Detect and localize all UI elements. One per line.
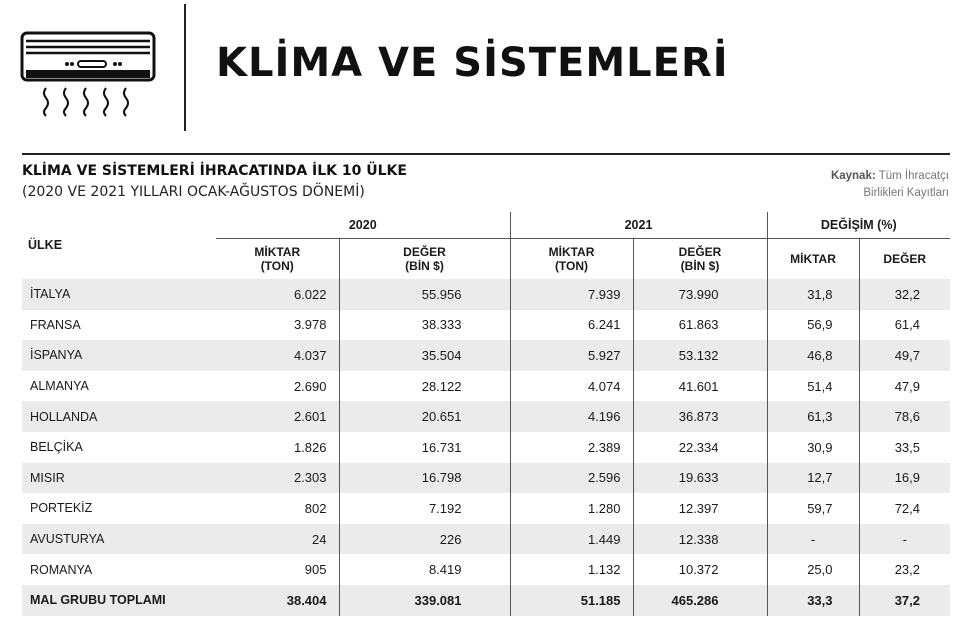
cell-country: İSPANYA xyxy=(22,340,216,371)
cell-change-val: 23,2 xyxy=(859,554,950,585)
cell-country: AVUSTURYA xyxy=(22,524,216,555)
cell-qty-2021: 4.196 xyxy=(510,401,633,432)
cell-val-2020: 7.192 xyxy=(339,493,510,524)
cell-country: HOLLANDA xyxy=(22,401,216,432)
cell-change-qty: 30,9 xyxy=(767,432,859,463)
cell-qty-2021: 1.132 xyxy=(510,554,633,585)
col-header-change: DEĞİŞİM (%) xyxy=(767,212,950,239)
cell-val-2021: 12.338 xyxy=(633,524,767,555)
cell-country: BELÇİKA xyxy=(30,440,83,455)
cell-val-2020: 226 xyxy=(339,524,510,555)
cell-change-val: 72,4 xyxy=(859,493,950,524)
cell-qty-2020: 2.690 xyxy=(293,378,327,394)
cell-change-qty: 12,7 xyxy=(767,463,859,494)
cell-qty-2020: 2.601 xyxy=(216,401,339,432)
col-header-qty-2020: MİKTAR (TON) xyxy=(254,245,301,273)
cell-val-2020: 16.731 xyxy=(339,432,510,463)
col-header-val-2021: DEĞER (BİN $) xyxy=(633,239,767,280)
cell-change-qty: 33,3 xyxy=(767,585,859,616)
table-total-row xyxy=(22,585,950,616)
cell-change-val: 78,6 xyxy=(859,401,950,432)
cell-change-qty: 51,4 xyxy=(767,371,859,402)
cell-country: İTALYA xyxy=(22,279,216,310)
col-header-change-val: DEĞER xyxy=(859,239,950,280)
cell-change-qty: 56,9 xyxy=(767,310,859,341)
cell-qty-2020: 24 xyxy=(216,524,339,555)
cell-change-val: 16,9 xyxy=(859,463,950,494)
cell-change-val: 32,2 xyxy=(859,279,950,310)
source-text: Tüm İhracatçı xyxy=(878,170,949,182)
cell-val-2020: 38.333 xyxy=(339,310,510,341)
cell-qty-2020: 905 xyxy=(304,562,327,578)
cell-country: MISIR xyxy=(22,463,216,494)
cell-qty-2021: 2.596 xyxy=(510,463,633,494)
cell-change-val: 37,2 xyxy=(859,585,950,616)
cell-val-2020: 20.651 xyxy=(339,401,510,432)
table-row xyxy=(22,401,950,432)
cell-change-qty: 59,7 xyxy=(767,493,859,524)
table-top-rule xyxy=(22,153,950,155)
cell-val-2021: 53.132 xyxy=(633,340,767,371)
cell-val-2021: 41.601 xyxy=(633,371,767,402)
cell-qty-2021: 2.389 xyxy=(510,432,633,463)
cell-val-2021: 22.334 xyxy=(633,432,767,463)
cell-qty-2021: 4.074 xyxy=(510,371,633,402)
cell-val-2020: 35.504 xyxy=(339,340,510,371)
air-conditioner-icon xyxy=(20,30,160,125)
cell-val-2020: 16.798 xyxy=(339,463,510,494)
cell-qty-2020: 38.404 xyxy=(216,585,339,616)
source-label: Kaynak: xyxy=(830,170,876,182)
table-row xyxy=(22,463,950,494)
cell-change-qty: 31,8 xyxy=(767,279,859,310)
cell-val-2021: 19.633 xyxy=(633,463,767,494)
table-row xyxy=(22,371,950,402)
cell-val-2021: 12.397 xyxy=(633,493,767,524)
page-title: KLİMA VE SİSTEMLERİ xyxy=(216,40,729,86)
header xyxy=(0,0,958,140)
table-row xyxy=(22,279,950,310)
cell-change-qty: - xyxy=(767,524,859,555)
cell-qty-2021: 5.927 xyxy=(510,340,633,371)
source-text-2: Birlikleri Kayıtları xyxy=(863,187,949,199)
cell-qty-2020: 1.826 xyxy=(293,439,327,455)
cell-val-2020: 28.122 xyxy=(339,371,510,402)
table-period: (2020 VE 2021 YILLARI OCAK-AĞUSTOS DÖNEMİ) xyxy=(22,184,365,200)
cell-change-qty: 61,3 xyxy=(767,401,859,432)
table-row xyxy=(22,432,950,463)
export-table-wrapper xyxy=(22,212,950,616)
cell-change-val: 33,5 xyxy=(859,432,950,463)
cell-val-2021: 61.863 xyxy=(633,310,767,341)
table-row xyxy=(22,310,950,341)
source-note xyxy=(749,168,949,202)
cell-change-val: 61,4 xyxy=(859,310,950,341)
col-header-country: ÜLKE xyxy=(28,238,63,252)
cell-val-2020: 55.956 xyxy=(339,279,510,310)
cell-val-2021: 465.286 xyxy=(633,585,767,616)
col-header-qty-2021: MİKTAR (TON) xyxy=(510,239,633,280)
col-header-val-2020: DEĞER (BİN $) xyxy=(339,239,510,280)
table-row xyxy=(22,340,950,371)
table-row xyxy=(22,554,950,585)
table-title: KLİMA VE SİSTEMLERİ İHRACATINDA İLK 10 ÜLKE xyxy=(22,163,407,179)
cell-qty-2020: 6.022 xyxy=(216,279,339,310)
table-row xyxy=(22,524,950,555)
cell-qty-2021: 1.280 xyxy=(510,493,633,524)
cell-change-val: 47,9 xyxy=(859,371,950,402)
cell-val-2021: 73.990 xyxy=(633,279,767,310)
cell-change-qty: 25,0 xyxy=(767,554,859,585)
col-header-change-qty: MİKTAR xyxy=(767,239,859,280)
cell-country: ROMANYA xyxy=(30,562,93,577)
export-table xyxy=(22,212,950,616)
cell-change-qty: 46,8 xyxy=(767,340,859,371)
cell-qty-2020: 4.037 xyxy=(216,340,339,371)
cell-country: ALMANYA xyxy=(30,379,89,394)
cell-qty-2020: 3.978 xyxy=(293,317,327,333)
table-row xyxy=(22,493,950,524)
cell-change-val: 49,7 xyxy=(859,340,950,371)
header-divider xyxy=(184,4,186,131)
cell-val-2020: 339.081 xyxy=(339,585,510,616)
cell-qty-2021: 51.185 xyxy=(510,585,633,616)
cell-qty-2021: 6.241 xyxy=(510,310,633,341)
col-header-2020: 2020 xyxy=(216,212,510,239)
cell-qty-2020: 2.303 xyxy=(216,463,339,494)
col-header-2021: 2021 xyxy=(510,212,767,239)
cell-val-2021: 10.372 xyxy=(633,554,767,585)
cell-country: MAL GRUBU TOPLAMI xyxy=(22,585,216,616)
cell-change-val: - xyxy=(859,524,950,555)
cell-val-2020: 8.419 xyxy=(339,554,510,585)
cell-qty-2020: 802 xyxy=(304,500,327,516)
cell-country: FRANSA xyxy=(30,317,81,332)
cell-qty-2021: 1.449 xyxy=(510,524,633,555)
cell-val-2021: 36.873 xyxy=(633,401,767,432)
cell-country: PORTEKİZ xyxy=(30,501,93,516)
cell-qty-2021: 7.939 xyxy=(510,279,633,310)
